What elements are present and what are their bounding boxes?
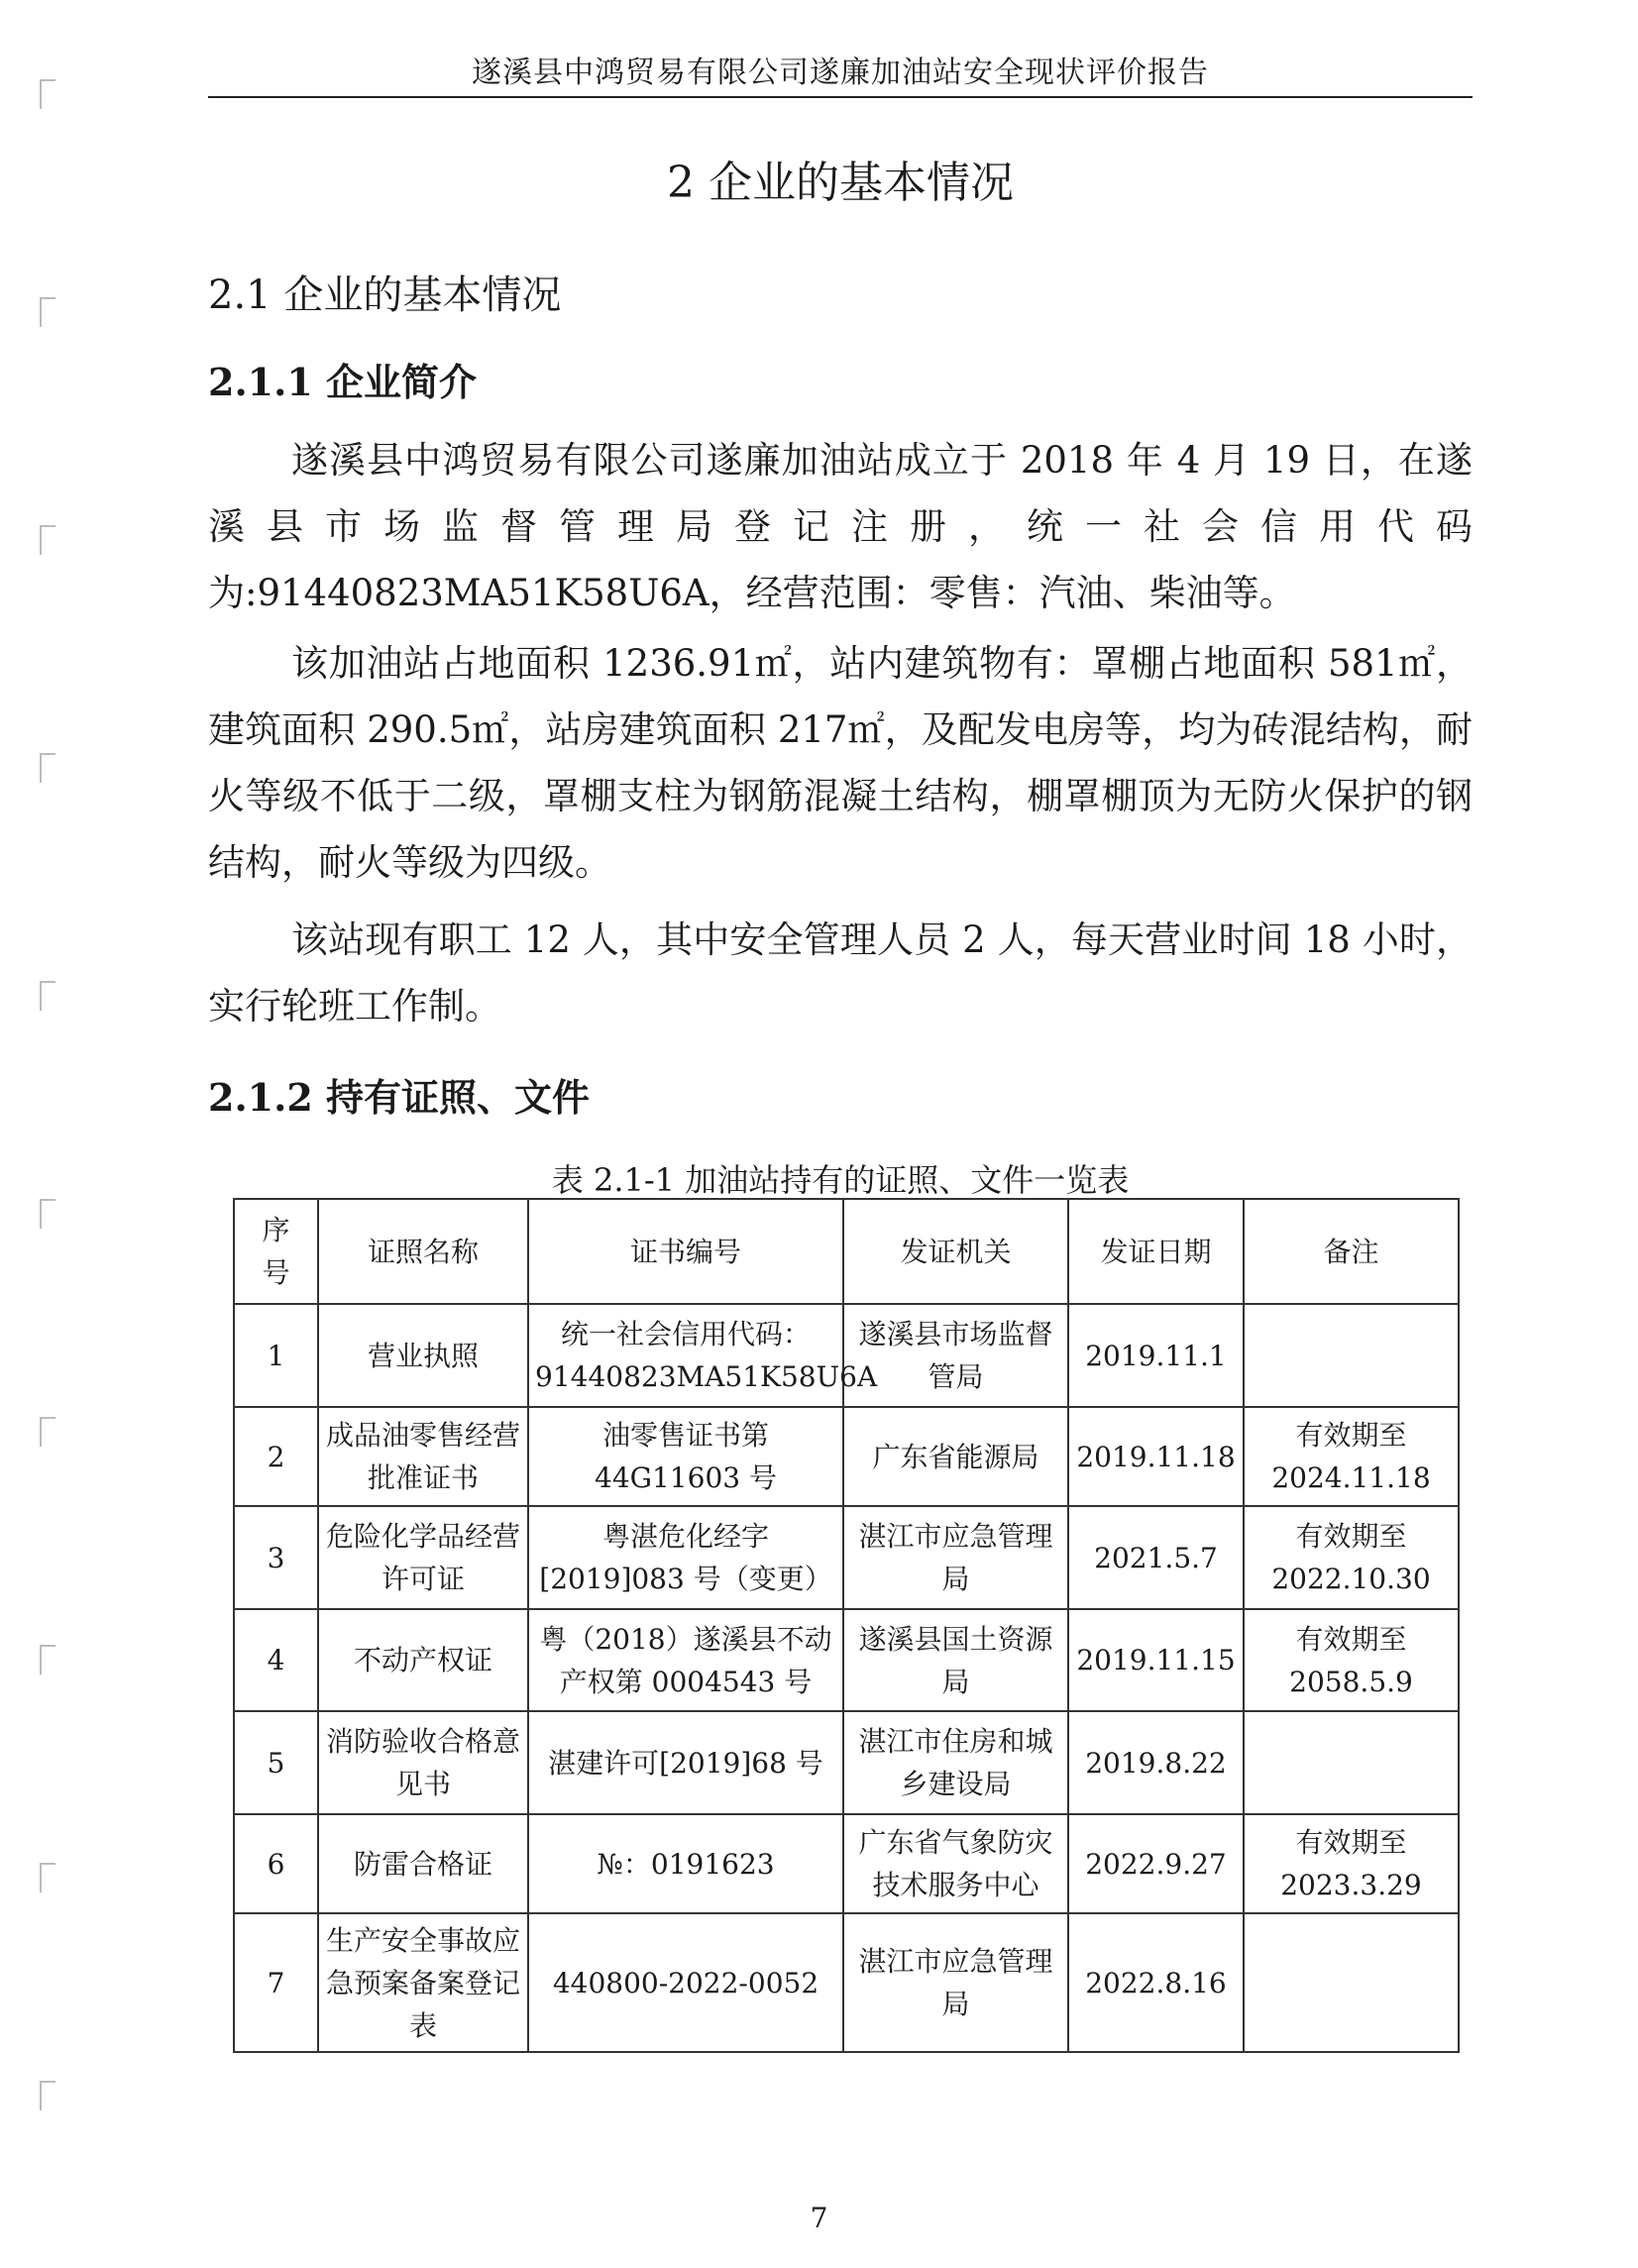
section-2-1-1-heading: 2.1.1 企业简介 bbox=[208, 360, 478, 404]
table-cell: 440800-2022-0052 bbox=[528, 1913, 843, 2052]
table-row bbox=[234, 1609, 1459, 1711]
section-2-1-heading: 2.1 企业的基本情况 bbox=[208, 272, 562, 318]
table-cell: 统一社会信用代码：91440823MA51K58U6A bbox=[528, 1304, 843, 1407]
table-cell: 3 bbox=[234, 1506, 318, 1609]
table-cell bbox=[1244, 1304, 1459, 1407]
intro-paragraph-2: 该加油站占地面积 1236.91㎡，站内建筑物有：罩棚占地面积 581㎡，建筑面积 290.5㎡，站房建筑面积 217㎡，及配发电房等，均为砖混结构，耐火等级不低于二级，罩棚支柱为钢筋混凝土结构，棚罩棚顶为无防火保护的钢结构，耐火等级为四级。 bbox=[208, 642, 1473, 884]
binding-mark bbox=[40, 1645, 55, 1674]
table-cell: №：0191623 bbox=[528, 1814, 843, 1913]
header-cell: 序号 bbox=[234, 1199, 318, 1304]
table-cell: 有效期至2022.10.30 bbox=[1244, 1506, 1459, 1609]
binding-mark bbox=[40, 525, 55, 555]
header-cell: 证书编号 bbox=[528, 1199, 843, 1304]
table-cell bbox=[1244, 1711, 1459, 1814]
binding-mark bbox=[40, 981, 55, 1011]
table-cell: 粤湛危化经字[2019]083 号（变更） bbox=[528, 1506, 843, 1609]
table-cell: 广东省能源局 bbox=[843, 1407, 1068, 1506]
table-cell: 成品油零售经营批准证书 bbox=[318, 1407, 528, 1506]
table-cell: 5 bbox=[234, 1711, 318, 1814]
table-cell: 湛江市应急管理局 bbox=[843, 1506, 1068, 1609]
header-rule bbox=[208, 96, 1473, 98]
intro-paragraph-3: 该站现有职工 12 人，其中安全管理人员 2 人，每天营业时间 18 小时，实行轮班工作制。 bbox=[208, 918, 1473, 1027]
table-cell bbox=[1244, 1913, 1459, 2052]
table-cell: 2 bbox=[234, 1407, 318, 1506]
table-cell: 2021.5.7 bbox=[1068, 1506, 1244, 1609]
table-cell: 湛江市住房和城乡建设局 bbox=[843, 1711, 1068, 1814]
table-cell: 有效期至2024.11.18 bbox=[1244, 1407, 1459, 1506]
table-cell: 油零售证书第44G11603 号 bbox=[528, 1407, 843, 1506]
table-header-row bbox=[234, 1199, 1459, 1304]
binding-mark bbox=[40, 297, 55, 327]
table-row bbox=[234, 1913, 1459, 2052]
header-cell: 发证日期 bbox=[1068, 1199, 1244, 1304]
table-row bbox=[234, 1711, 1459, 1814]
table-row bbox=[234, 1814, 1459, 1913]
table-row bbox=[234, 1506, 1459, 1609]
certificates-table bbox=[233, 1198, 1460, 2053]
table-cell: 生产安全事故应急预案备案登记表 bbox=[318, 1913, 528, 2052]
binding-mark bbox=[40, 1199, 55, 1229]
table-cell: 有效期至2023.3.29 bbox=[1244, 1814, 1459, 1913]
header-cell: 发证机关 bbox=[843, 1199, 1068, 1304]
table-cell: 2022.8.16 bbox=[1068, 1913, 1244, 2052]
table-cell: 2019.11.1 bbox=[1068, 1304, 1244, 1407]
table-cell: 遂溪县国土资源局 bbox=[843, 1609, 1068, 1711]
table-cell: 防雷合格证 bbox=[318, 1814, 528, 1913]
intro-paragraph-1: 遂溪县中鸿贸易有限公司遂廉加油站成立于 2018 年 4 月 19 日，在遂溪县市场监督管理局登记注册，统一社会信用代码为:91440823MA51K58U6A，经营范围：零售：汽油、柴油等。 bbox=[208, 439, 1473, 614]
header-cell: 备注 bbox=[1244, 1199, 1459, 1304]
table-cell: 营业执照 bbox=[318, 1304, 528, 1407]
table-cell: 2019.8.22 bbox=[1068, 1711, 1244, 1814]
table-cell: 粤（2018）遂溪县不动产权第 0004543 号 bbox=[528, 1609, 843, 1711]
table-cell: 6 bbox=[234, 1814, 318, 1913]
header-cell: 证照名称 bbox=[318, 1199, 528, 1304]
table-cell: 4 bbox=[234, 1609, 318, 1711]
binding-mark bbox=[40, 753, 55, 783]
page-header: 遂溪县中鸿贸易有限公司遂廉加油站安全现状评价报告 bbox=[472, 55, 1209, 90]
table-cell: 有效期至2058.5.9 bbox=[1244, 1609, 1459, 1711]
table-cell: 2019.11.15 bbox=[1068, 1609, 1244, 1711]
binding-mark bbox=[40, 79, 55, 109]
binding-mark bbox=[40, 1863, 55, 1892]
table-row bbox=[234, 1304, 1459, 1407]
table-row bbox=[234, 1407, 1459, 1506]
table-cell: 湛江市应急管理局 bbox=[843, 1913, 1068, 2052]
table-cell: 1 bbox=[234, 1304, 318, 1407]
chapter-title: 2 企业的基本情况 bbox=[667, 158, 1014, 208]
section-2-1-2-heading: 2.1.2 持有证照、文件 bbox=[208, 1075, 591, 1120]
table-cell: 遂溪县市场监督管局 bbox=[843, 1304, 1068, 1407]
page-number: 7 bbox=[810, 2202, 828, 2234]
table-caption: 表 2.1-1 加油站持有的证照、文件一览表 bbox=[551, 1161, 1130, 1199]
table-cell: 危险化学品经营许可证 bbox=[318, 1506, 528, 1609]
table-cell: 2019.11.18 bbox=[1068, 1407, 1244, 1506]
table-cell: 广东省气象防灾技术服务中心 bbox=[843, 1814, 1068, 1913]
table-cell: 2022.9.27 bbox=[1068, 1814, 1244, 1913]
table-cell: 不动产权证 bbox=[318, 1609, 528, 1711]
binding-mark bbox=[40, 2081, 55, 2110]
table-cell: 7 bbox=[234, 1913, 318, 2052]
table-cell: 消防验收合格意见书 bbox=[318, 1711, 528, 1814]
table-cell: 湛建许可[2019]68 号 bbox=[528, 1711, 843, 1814]
binding-mark bbox=[40, 1417, 55, 1447]
